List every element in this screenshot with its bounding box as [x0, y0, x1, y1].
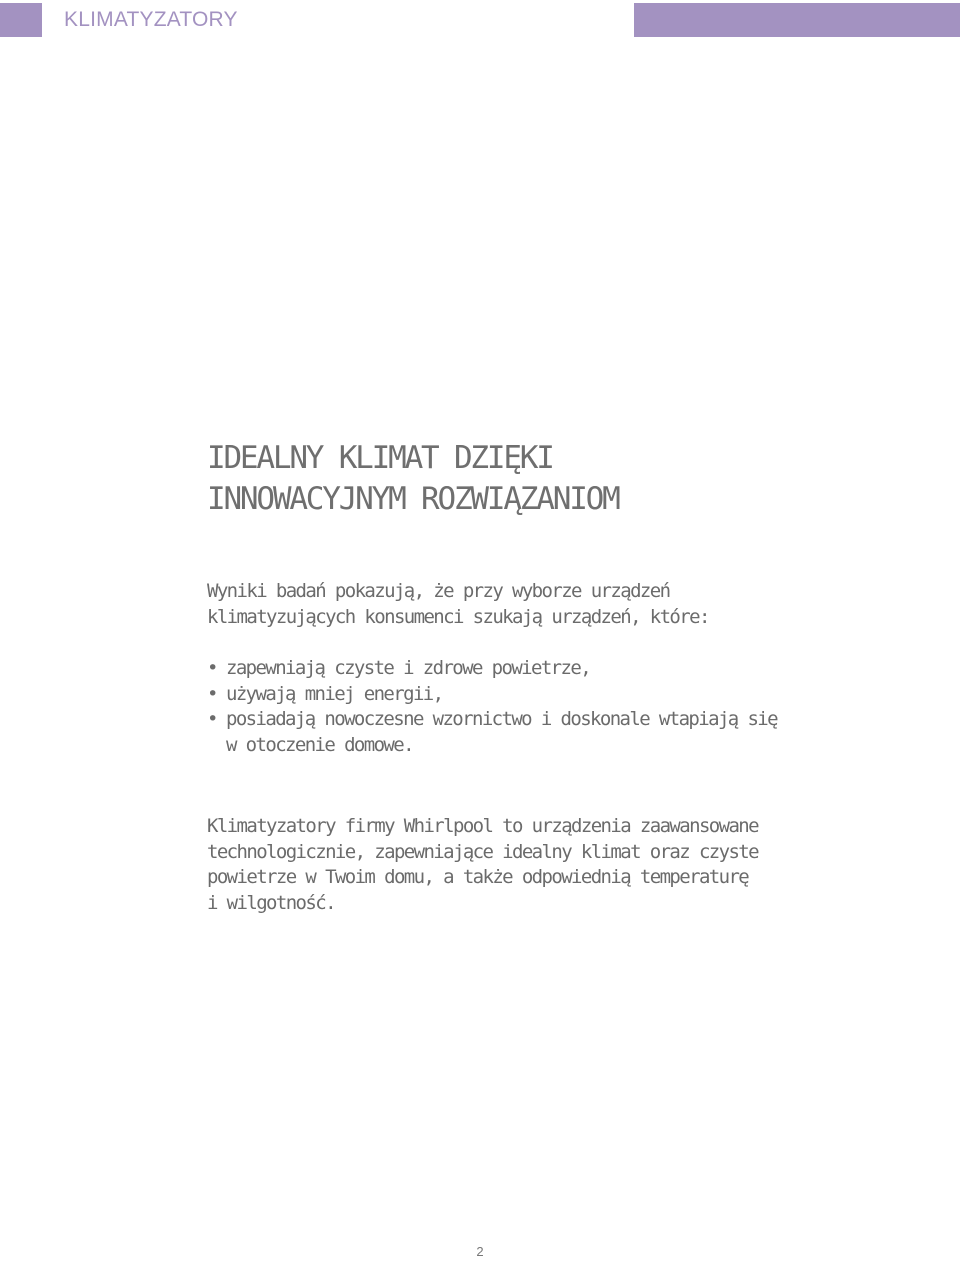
- page-title: [207, 438, 619, 520]
- bullet-icon: •: [207, 708, 217, 730]
- description-paragraph: [207, 814, 758, 916]
- list-item: [207, 707, 777, 758]
- list-item: [207, 656, 777, 682]
- header-accent-right: [634, 3, 960, 37]
- description-line-1: Klimatyzatory firmy Whirlpool to urządzenia zaawansowane: [207, 815, 758, 837]
- bullet-icon: •: [207, 682, 217, 705]
- list-item-text: zapewniają czyste i zdrowe powietrze,: [226, 657, 591, 679]
- description-line-3: powietrze w Twoim domu, a także odpowiednią temperaturę: [207, 866, 749, 888]
- bullet-icon: •: [207, 657, 217, 679]
- header-accent-left: [0, 3, 42, 37]
- features-list: [207, 656, 777, 758]
- page-number: 2: [476, 1244, 484, 1259]
- intro-line-1: Wyniki badań pokazują, że przy wyborze urządzeń: [207, 580, 670, 602]
- description-line-2: technologicznie, zapewniające idealny klimat oraz czyste: [207, 840, 758, 863]
- list-item: [207, 682, 777, 708]
- intro-line-2: klimatyzujących konsumenci szukają urządzeń, które:: [207, 605, 709, 628]
- page-title-line-2: INNOWACYJNYM ROZWIĄZANIOM: [207, 481, 619, 517]
- list-item-text: używają mniej energii,: [226, 682, 443, 705]
- list-item-text-continued: w otoczenie domowe.: [226, 733, 413, 756]
- section-label: KLIMATYZATORY: [64, 8, 238, 31]
- list-item-text: posiadają nowoczesne wzornictwo i doskonale wtapiają się: [226, 708, 777, 730]
- page-title-line-1: IDEALNY KLIMAT DZIĘKI: [207, 440, 553, 476]
- intro-paragraph: [207, 579, 709, 630]
- description-line-4: i wilgotność.: [207, 891, 335, 914]
